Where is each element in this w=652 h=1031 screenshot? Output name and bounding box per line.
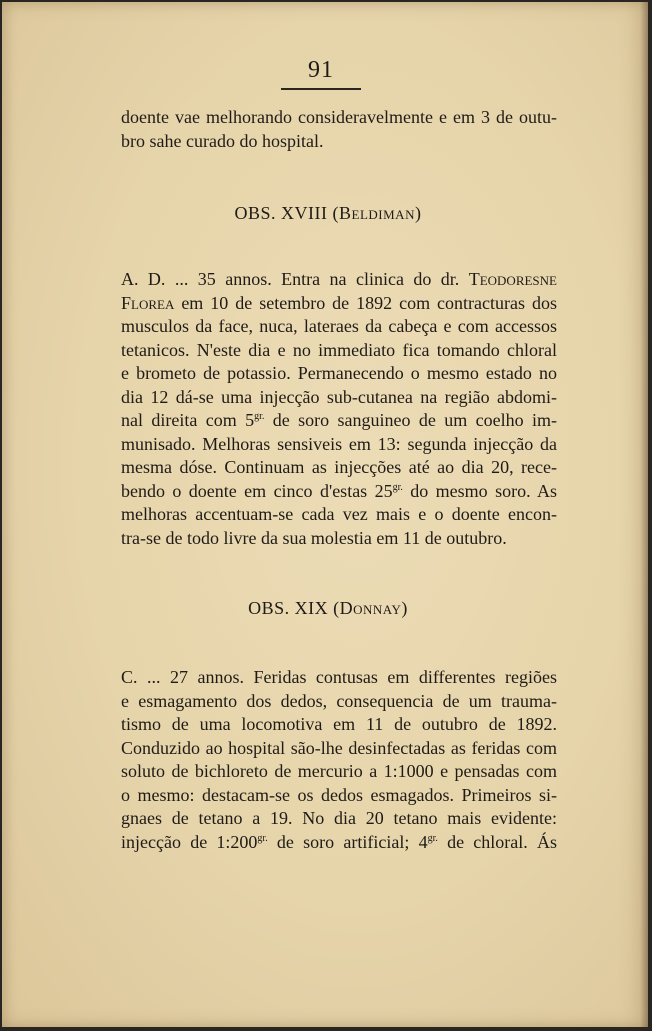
text-line: tra-se de todo livre da sua molestia em 11 de outubro. [121, 527, 507, 548]
paragraph-3 [121, 666, 557, 854]
text-line: bro sahe curado do hospital. [121, 130, 324, 151]
text-line: nal direita com $5^{gr.}$ de soro sanguineo de um coelho im- [121, 410, 557, 430]
text-line: gnaes de tetano a 19. No dia 20 tetano mais evidente: [121, 808, 557, 828]
observation-heading-xviii: OBS. XVIII (Beldiman) [234, 203, 422, 223]
text-line: melhoras accentuam-se cada vez mais e o doente encon- [121, 504, 557, 524]
text-line: C. ... 27 annos. Feridas contusas em differentes regiões [121, 667, 557, 687]
text-line: e brometo de potassio. Permanecendo o mesmo estado no [121, 363, 557, 383]
text-line: injecção de $1:200^{gr.}$ de soro artificial; $4^{gr.}$ de chloral. Ás [121, 831, 558, 852]
page-number-rule [281, 88, 361, 90]
paragraph-1 [121, 106, 557, 153]
text-line: bendo o doente em cinco d'estas $25^{gr.}$ do mesmo soro. As [121, 480, 557, 501]
text-line: A. D. ... 35 annos. Entra na clinica do dr. Teodoresne [121, 269, 557, 289]
text-line: dia 12 dá-se uma injecção sub-cutanea na região abdomi- [121, 386, 557, 407]
text-line: doente vae melhorando consideravelmente e em 3 de outu- [121, 107, 557, 127]
text-line: Florea em 10 de setembro de 1892 com contracturas dos [121, 292, 557, 313]
paragraph-2 [121, 268, 557, 550]
text-line: Conduzido ao hospital são-lhe desinfectadas as feridas com [121, 737, 557, 758]
text-line: e esmagamento dos dedos, consequencia de um trauma- [121, 690, 557, 711]
text-line: musculos da face, nuca, lateraes da cabeça e com accessos [121, 316, 557, 336]
text-line: mesma dóse. Continuam as injecções até ao dia 20, rece- [121, 457, 557, 477]
text-line: tetanicos. N'este dia e no immediato fica tomando chloral [121, 339, 557, 360]
text-line: o mesmo: destacam-se os dedos esmagados. Primeiros si- [121, 784, 557, 805]
book-page [2, 2, 648, 1027]
observation-heading-xix: OBS. XIX (Donnay) [248, 598, 408, 618]
text-line: munisado. Melhoras sensiveis em 13: segunda injecção da [121, 433, 557, 454]
page-number: 91 [308, 57, 334, 83]
text-line: tismo de uma locomotiva em 11 de outubro de 1892. [121, 714, 557, 734]
text-line: soluto de bichloreto de mercurio a 1:1000 e pensadas com [121, 761, 557, 781]
page-edge-shadow [640, 2, 648, 1027]
